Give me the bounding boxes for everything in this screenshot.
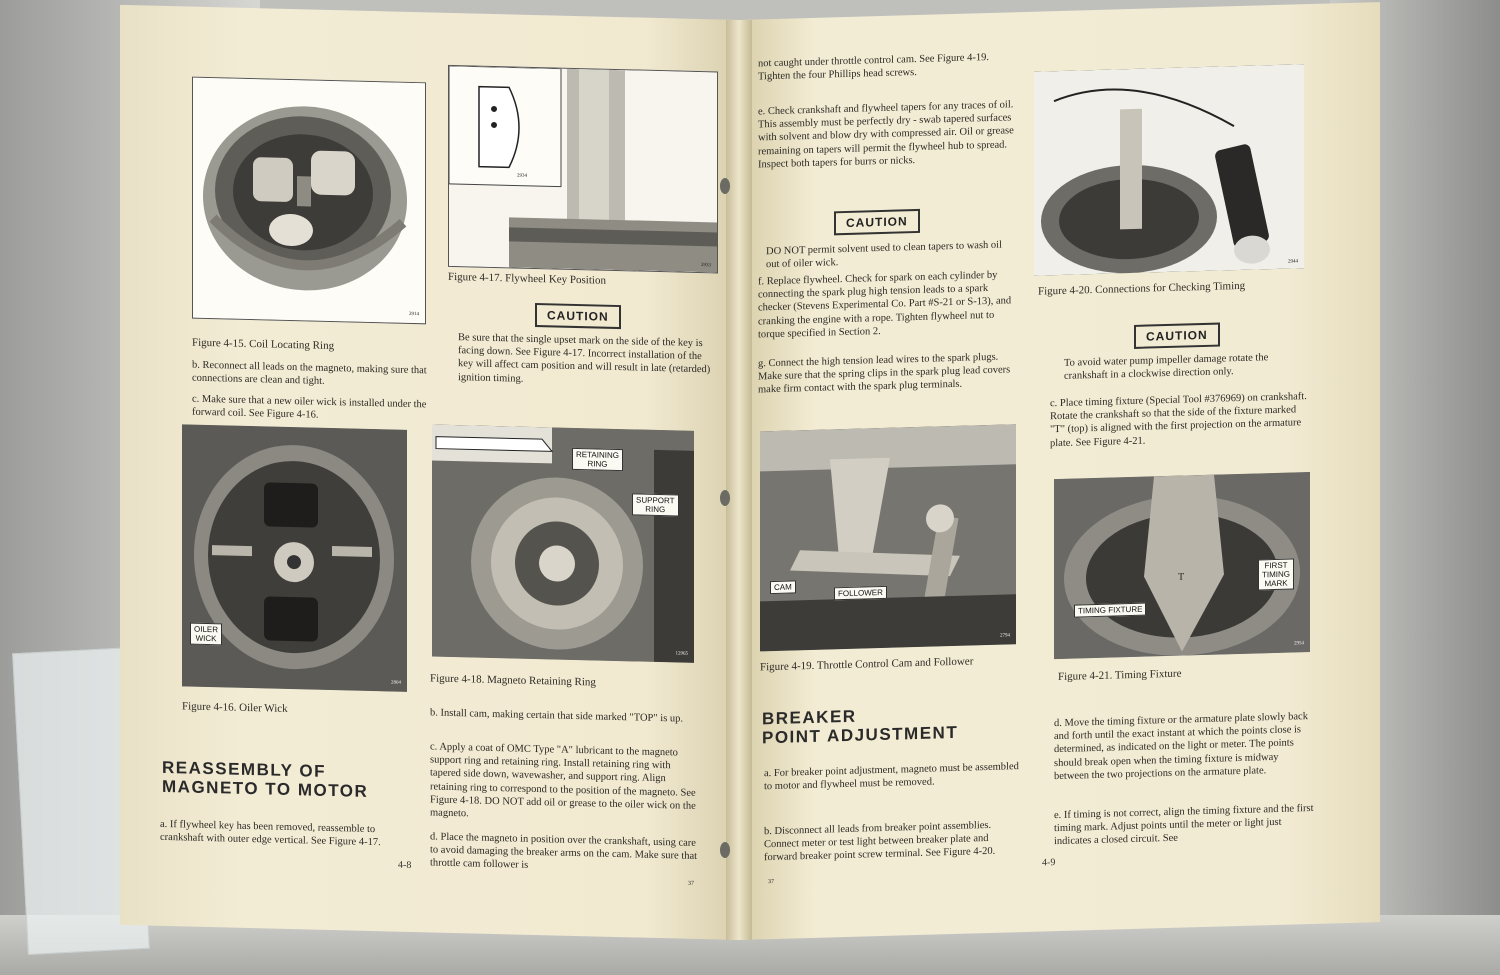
- page-number: 4-9: [1042, 857, 1056, 869]
- paragraph-install-cam: b. Install cam, making certain that side marked "TOP" is up.: [430, 707, 684, 725]
- caution-text: Be sure that the single upset mark on the side of the key is facing down. See Figure 4-17. Incorrect installation of the key will affect cam position and will result in late (retarded) ignition timing.: [458, 332, 711, 385]
- figure-code: 12965: [675, 651, 688, 657]
- section-heading-reassembly: [162, 758, 368, 801]
- figure-4-18-caption: Figure 4-18. Magneto Retaining Ring: [430, 672, 596, 689]
- figure-4-17-caption: Figure 4-17. Flywheel Key Position: [448, 270, 606, 287]
- figure-code: 2954: [1294, 641, 1304, 647]
- figure-code: 2914: [409, 311, 419, 318]
- heading-line: REASSEMBLY OF: [162, 757, 327, 781]
- follower-callout: FOLLOWER: [834, 586, 887, 600]
- heading-line: BREAKER: [762, 706, 857, 729]
- magneto-retaining-ring-photo: [432, 424, 694, 662]
- footer-mark: 37: [768, 878, 774, 886]
- caution-label: CAUTION: [535, 303, 621, 329]
- figure-4-21: [1054, 472, 1310, 659]
- figure-4-16-caption: Figure 4-16. Oiler Wick: [182, 700, 288, 715]
- paragraph-reconnect-leads: [192, 359, 430, 393]
- timing-connections-photo: [1034, 64, 1304, 276]
- support-ring-callout: SUPPORT RING: [632, 493, 679, 516]
- figure-4-20: [1034, 64, 1304, 276]
- first-timing-mark-callout: FIRST TIMING MARK: [1258, 558, 1294, 590]
- paragraph-not-caught: not caught under throttle control cam. See Figure 4-19. Tighten the four Phillips head screws.: [758, 51, 989, 83]
- heading-line: MAGNETO TO MOTOR: [162, 776, 369, 801]
- figure-4-20-caption: Figure 4-20. Connections for Checking Timing: [1038, 279, 1246, 298]
- paragraph-oiler-wick: [192, 393, 430, 427]
- figure-4-18: [432, 424, 694, 662]
- throttle-cam-photo: [760, 424, 1016, 651]
- figure-4-21-caption: Figure 4-21. Timing Fixture: [1058, 667, 1182, 684]
- figure-4-16: [182, 424, 407, 691]
- paragraph-replace-flywheel: f. Replace flywheel. Check for spark on each cylinder by connecting the spark plug high tension leads to a spark checker (Stevens Experimental Co. Part #S-21 or S-13), and cranking the engine with a rope. Tighten flywheel nut to torque specified in Section 2.: [758, 269, 1012, 341]
- caution-label: CAUTION: [1134, 323, 1220, 349]
- footer-mark: 37: [688, 880, 694, 887]
- retaining-ring-callout: RETAINING RING: [572, 448, 623, 471]
- paragraph-text: c. Make sure that a new oiler wick is installed under the forward coil. See Figure 4-16.: [192, 393, 427, 421]
- paragraph-connect-leads: g. Connect the high tension lead wires to the spark plugs. Make sure that the spring clips in the spark plug lead covers make firm contact with the spark plug terminals.: [758, 351, 1011, 396]
- oiler-wick-photo: [182, 424, 407, 691]
- section-heading-breaker-point: [762, 704, 958, 747]
- binding-hole: [720, 842, 730, 858]
- left-page: [120, 5, 740, 940]
- paragraph-breaker-a: a. For breaker point adjustment, magneto must be assembled to motor and flywheel must be removed.: [764, 761, 1019, 793]
- figure-code-a: 2934: [517, 173, 527, 179]
- paragraph-flywheel-key: a. If flywheel key has been removed, reassemble to crankshaft with outer edge vertical. See Figure 4-17.: [160, 818, 381, 849]
- paragraph-breaker-b: b. Disconnect all leads from breaker point assemblies. Connect meter or test light between breaker plate and forward breaker point screw terminal. See Figure 4-20.: [764, 819, 996, 864]
- heading-line: POINT ADJUSTMENT: [762, 722, 959, 748]
- right-page: [738, 2, 1380, 940]
- book-spine: [726, 20, 752, 940]
- page-number: 4-8: [398, 859, 412, 871]
- caution-text: DO NOT permit solvent used to clean tapers to wash oil out of oiler wick.: [766, 239, 1003, 271]
- paragraph-move-fixture: d. Move the timing fixture or the armature plate slowly back and forth until the exact instant at which the points close is determined, as indicated on the light or meter. The points should break open when the timing fixture is midway between the two projections on the armature plate.: [1054, 711, 1308, 782]
- figure-4-19-caption: Figure 4-19. Throttle Control Cam and Follower: [760, 655, 974, 674]
- coil-locating-ring-photo: [193, 78, 425, 324]
- figure-4-15-caption: Figure 4-15. Coil Locating Ring: [192, 336, 335, 353]
- flywheel-key-photo: [449, 66, 717, 273]
- binding-hole: [720, 178, 730, 194]
- binding-hole: [720, 490, 730, 506]
- fixture-letter: T: [1178, 571, 1185, 583]
- timing-fixture-callout: TIMING FIXTURE: [1074, 603, 1146, 618]
- cam-callout: CAM: [770, 580, 796, 594]
- figure-code-b: 2933: [701, 263, 711, 269]
- figure-4-15: [192, 77, 426, 325]
- paragraph-apply-lubricant: c. Apply a coat of OMC Type "A" lubricant to the magneto support ring and retaining ring. Install retaining ring with tapered side down, wavewasher, and support ring. Align retaining ring to correspond to the position of the magneto. See Figure 4-18. DO NOT add oil or grease to the oiler wick on the magneto.: [430, 741, 696, 820]
- paragraph-place-magneto: d. Place the magneto in position over the crankshaft, using care to avoid damaging the breaker arms on the cam. Make sure that throttle cam follower is: [430, 831, 698, 872]
- paragraph-timing-not-correct: e. If timing is not correct, align the timing fixture and the first timing mark. Adjust points until the meter or light just indicates a closed circuit. See: [1054, 802, 1314, 848]
- open-manual: [120, 20, 1380, 940]
- caution-text: To avoid water pump impeller damage rotate the crankshaft in a clockwise direction only.: [1064, 352, 1269, 383]
- oiler-wick-callout: OILER WICK: [190, 623, 222, 646]
- paragraph-check-tapers: e. Check crankshaft and flywheel tapers for any traces of oil. This assembly must be perfectly dry - swab tapered surfaces with solvent and blow dry with compressed air. Oil or grease remaining on tapers will permit the flywheel hub to spread. Inspect both tapers for burrs or nicks.: [758, 99, 1014, 171]
- figure-code: 2804: [391, 680, 401, 686]
- figure-4-17: [448, 65, 718, 274]
- caution-label: CAUTION: [834, 209, 920, 235]
- paragraph-place-fixture: c. Place timing fixture (Special Tool #376969) on crankshaft. Rotate the crankshaft so that the side of the fixture marked "T" (top) is aligned with the first projection on the armature plate. See Figure 4-21.: [1050, 391, 1307, 449]
- paragraph-text: b. Reconnect all leads on the magneto, making sure that connections are clean and tight.: [192, 359, 427, 388]
- figure-code: 2794: [1000, 633, 1010, 639]
- figure-4-19: [760, 424, 1016, 651]
- figure-code: 2944: [1288, 259, 1298, 265]
